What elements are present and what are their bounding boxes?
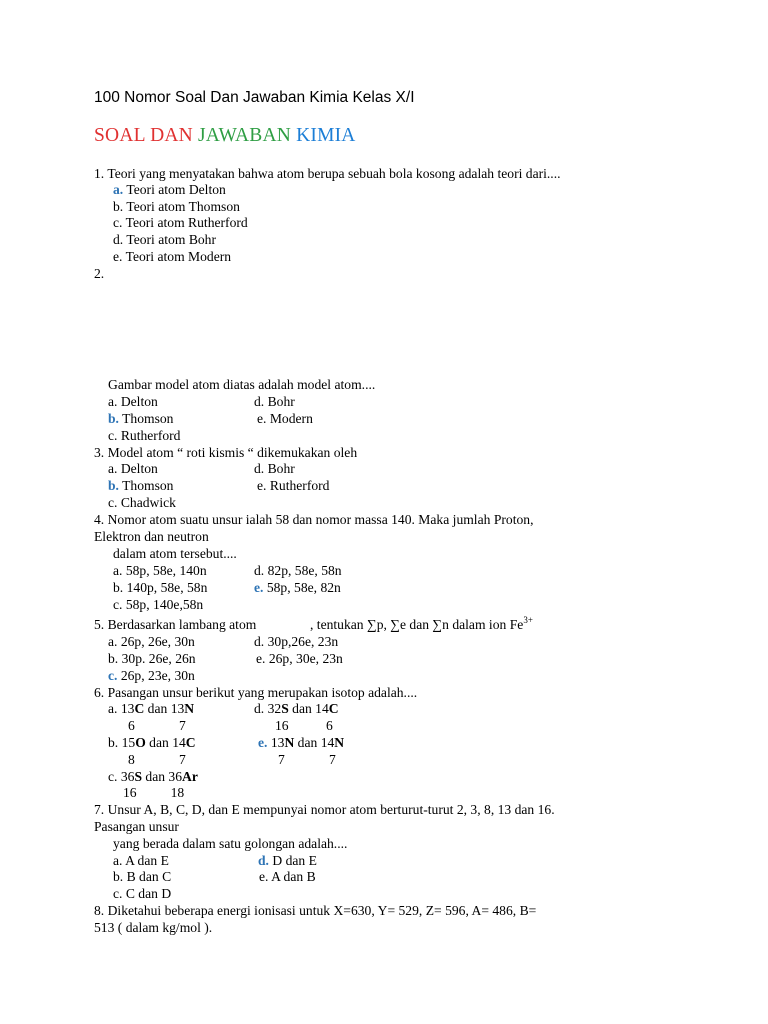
question-1-option-d: d. Teori atom Bohr xyxy=(113,232,217,247)
question-5-option-b: b. 30p. 26e, 26n xyxy=(108,651,196,666)
question-5-option-a: a. 26p, 26e, 30n xyxy=(108,634,195,649)
question-7-text-line-2: Pasangan unsur xyxy=(94,819,179,834)
question-5-text: , tentukan ∑p, ∑e dan ∑n dalam ion Fe xyxy=(310,617,524,632)
question-7-option-a: a. A dan E xyxy=(113,853,169,868)
element-symbol: S xyxy=(281,701,289,716)
mass-number: c. 36 xyxy=(108,769,135,784)
element-symbol: S xyxy=(134,769,142,784)
question-4-text-line-3: dalam atom tersebut.... xyxy=(113,546,237,561)
question-6-option-c xyxy=(108,768,198,785)
heading-part-soal-dan: SOAL DAN xyxy=(94,125,193,146)
mass-number: dan 14 xyxy=(145,735,186,750)
option-text: D dan E xyxy=(268,853,317,868)
element-symbol: Ar xyxy=(182,769,198,784)
option-text: Thomson xyxy=(118,411,174,426)
question-7-text-line-3: yang berada dalam satu golongan adalah.... xyxy=(113,836,348,851)
ion-charge-superscript: 3+ xyxy=(523,615,533,625)
question-6-option-b-atomic-numbers: 8 7 xyxy=(128,752,186,767)
question-3-option-a: a. Delton xyxy=(108,461,158,476)
question-1-option-b: b. Teori atom Thomson xyxy=(113,199,240,214)
question-3-option-e: e. Rutherford xyxy=(257,478,330,493)
question-2-option-b xyxy=(108,410,173,427)
document-title: 100 Nomor Soal Dan Jawaban Kimia Kelas X/I xyxy=(94,89,415,106)
question-2-number: 2. xyxy=(94,266,105,281)
mass-number: b. 15 xyxy=(108,735,136,750)
answer-marker: e. xyxy=(258,735,268,750)
question-3-option-b xyxy=(108,477,173,494)
element-symbol: C xyxy=(185,735,196,750)
question-6-option-e-atomic-numbers: 7 7 xyxy=(278,752,336,767)
mass-number: dan 36 xyxy=(142,769,183,784)
element-symbol: C xyxy=(134,701,145,716)
question-3-option-d: d. Bohr xyxy=(254,461,295,476)
answer-marker: a. xyxy=(113,182,124,197)
mass-number: dan 13 xyxy=(144,701,185,716)
answer-marker: c. xyxy=(108,668,118,683)
question-3-option-c: c. Chadwick xyxy=(108,495,176,510)
mass-number: 13 xyxy=(267,735,285,750)
element-symbol: C xyxy=(328,701,339,716)
question-2-option-d: d. Bohr xyxy=(254,394,295,409)
question-5-text-part-2 xyxy=(310,616,533,633)
question-2-option-c: c. Rutherford xyxy=(108,428,181,443)
answer-marker: e. xyxy=(254,580,264,595)
option-text: Thomson xyxy=(118,478,174,493)
question-6-option-b xyxy=(108,734,196,751)
question-2-text: Gambar model atom diatas adalah model atom.... xyxy=(108,377,376,392)
question-2-option-e: e. Modern xyxy=(257,411,313,426)
question-2-option-a: a. Delton xyxy=(108,394,158,409)
question-7-option-b: b. B dan C xyxy=(113,869,172,884)
question-6-option-d xyxy=(254,700,339,717)
option-text: 58p, 58e, 82n xyxy=(263,580,341,595)
answer-marker: b. xyxy=(108,411,119,426)
mass-number: a. 13 xyxy=(108,701,135,716)
question-8-text-line-2: 513 ( dalam kg/mol ). xyxy=(94,920,213,935)
question-6-option-c-atomic-numbers: 16 18 xyxy=(123,785,185,800)
mass-number: dan 14 xyxy=(288,701,329,716)
question-5-text-part-1: 5. Berdasarkan lambang atom xyxy=(94,617,257,632)
answer-marker: b. xyxy=(108,478,119,493)
mass-number: dan 14 xyxy=(294,735,335,750)
question-5-option-e: e. 26p, 30e, 23n xyxy=(256,651,343,666)
question-6-option-a xyxy=(108,700,194,717)
mass-number: d. 32 xyxy=(254,701,282,716)
element-symbol: N xyxy=(184,701,195,716)
question-4-option-b: b. 140p, 58e, 58n xyxy=(113,580,208,595)
question-4-option-d: d. 82p, 58e, 58n xyxy=(254,563,342,578)
question-1-text: 1. Teori yang menyatakan bahwa atom berupa sebuah bola kosong adalah teori dari.... xyxy=(94,166,561,181)
heading-part-jawaban: JAWABAN xyxy=(198,125,292,146)
option-text: 26p, 23e, 30n xyxy=(117,668,195,683)
element-symbol: O xyxy=(135,735,146,750)
question-1-option-a xyxy=(113,181,226,198)
question-5-option-c xyxy=(108,667,195,684)
question-1-option-c: c. Teori atom Rutherford xyxy=(113,215,248,230)
element-symbol: N xyxy=(334,735,345,750)
question-1-option-e: e. Teori atom Modern xyxy=(113,249,232,264)
question-4-option-c: c. 58p, 140e,58n xyxy=(113,597,204,612)
question-7-option-d xyxy=(258,852,317,869)
question-5-option-d: d. 30p,26e, 23n xyxy=(254,634,339,649)
question-7-text-line-1: 7. Unsur A, B, C, D, dan E mempunyai nomor atom berturut-turut 2, 3, 8, 13 dan 16. xyxy=(94,802,555,817)
question-3-text: 3. Model atom “ roti kismis “ dikemukakan oleh xyxy=(94,445,358,460)
question-7-option-e: e. A dan B xyxy=(259,869,316,884)
section-heading xyxy=(94,124,356,148)
question-6-option-e xyxy=(258,734,344,751)
question-4-option-a: a. 58p, 58e, 140n xyxy=(113,563,207,578)
element-symbol: N xyxy=(284,735,295,750)
answer-marker: d. xyxy=(258,853,269,868)
question-4-text-line-2: Elektron dan neutron xyxy=(94,529,209,544)
heading-part-kimia: KIMIA xyxy=(296,125,356,146)
question-4-text-line-1: 4. Nomor atom suatu unsur ialah 58 dan nomor massa 140. Maka jumlah Proton, xyxy=(94,512,534,527)
question-8-text-line-1: 8. Diketahui beberapa energi ionisasi untuk X=630, Y= 529, Z= 596, A= 486, B= xyxy=(94,903,537,918)
question-7-option-c: c. C dan D xyxy=(113,886,172,901)
option-text: Teori atom Delton xyxy=(123,182,226,197)
question-6-option-a-atomic-numbers: 6 7 xyxy=(128,718,186,733)
question-6-option-d-atomic-numbers: 16 6 xyxy=(275,718,333,733)
question-6-text: 6. Pasangan unsur berikut yang merupakan isotop adalah.... xyxy=(94,685,418,700)
question-4-option-e xyxy=(254,579,341,596)
